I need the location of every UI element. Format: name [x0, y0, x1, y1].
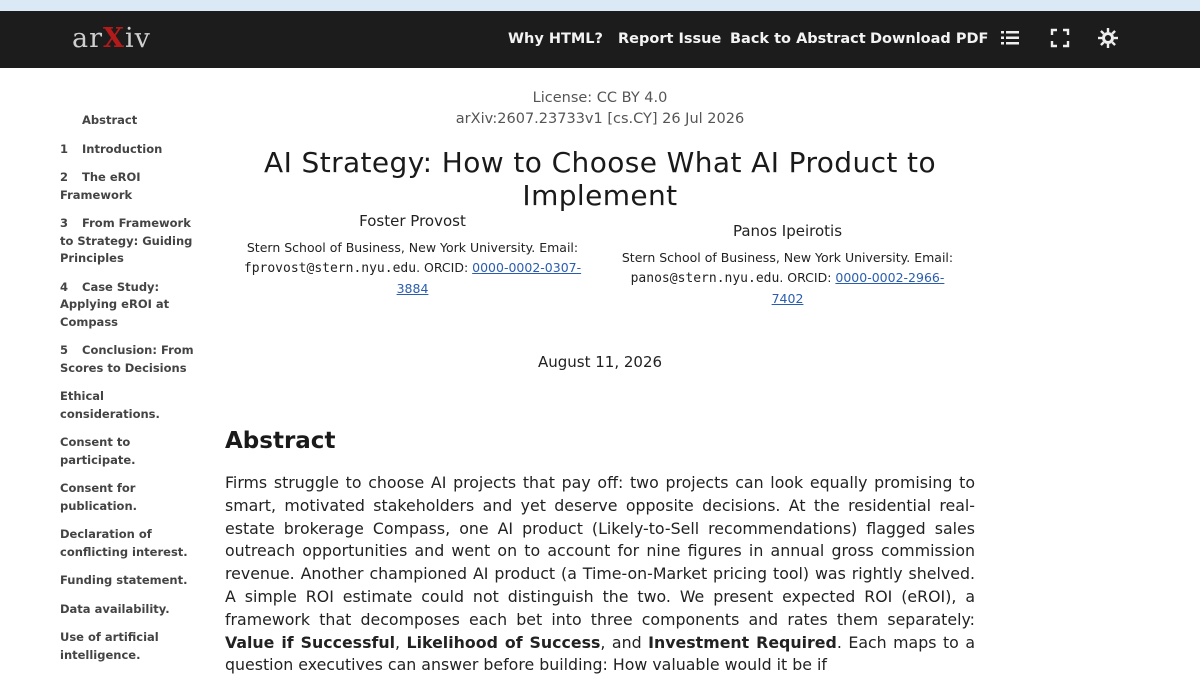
top-navbar	[0, 11, 1200, 68]
abstract-heading: Abstract	[225, 428, 336, 454]
table-of-contents	[60, 112, 200, 675]
toc-item-eroi-framework[interactable]: 2 The eROI Framework	[60, 170, 141, 202]
license-line: License: CC BY 4.0	[532, 90, 668, 106]
author-email: fprovost@stern.nyu.edu	[243, 261, 417, 276]
orcid-link[interactable]: 0000-0002-2966-7402	[771, 270, 945, 306]
toc-item-abstract[interactable]: Abstract	[82, 113, 138, 127]
toc-item-consent-to-participate[interactable]: Consent to participate.	[60, 435, 136, 467]
toc-item-funding-statement[interactable]: Funding statement.	[60, 573, 188, 587]
author-affiliation: Stern School of Business, New York University. Email:	[621, 250, 954, 265]
arxiv-logo[interactable]: arXiv	[72, 23, 151, 54]
download-pdf-link[interactable]: Download PDF	[870, 31, 989, 47]
author-block-2	[615, 222, 960, 309]
toc-item-consent-for-publication[interactable]: Consent for publication.	[60, 481, 138, 513]
orcid-link[interactable]: 0000-0002-0307-3884	[396, 260, 582, 296]
orcid-label: . ORCID:	[416, 260, 473, 275]
back-to-abstract-link[interactable]: Back to Abstract	[730, 31, 866, 47]
author-email: panos@stern.nyu.edu	[630, 271, 780, 286]
browser-top-strip	[0, 0, 1200, 11]
toc-item-data-availability[interactable]: Data availability.	[60, 601, 170, 616]
toc-item-ethical-considerations[interactable]: Ethical considerations.	[60, 389, 160, 421]
why-html-link[interactable]: Why HTML?	[508, 31, 603, 47]
report-issue-link[interactable]: Report Issue	[618, 31, 722, 47]
theme-toggle-icon[interactable]	[1097, 27, 1119, 49]
orcid-label: . ORCID:	[779, 270, 836, 285]
paper-title: AI Strategy: How to Choose What AI Product to Implement	[264, 146, 936, 212]
author-name: Panos Ipeirotis	[732, 222, 843, 240]
toc-item-framework-to-strategy[interactable]: 3 From Framework to Strategy: Guiding Principles	[60, 216, 193, 265]
toc-item-use-of-ai[interactable]: Use of artificial intelligence.	[60, 630, 159, 662]
author-affiliation: Stern School of Business, New York University. Email:	[246, 240, 579, 255]
toc-item-case-study[interactable]: 4 Case Study: Applying eROI at Compass	[60, 279, 170, 329]
author-block-1	[240, 212, 585, 299]
fullscreen-icon[interactable]	[1049, 27, 1071, 49]
abstract-paragraph: Firms struggle to choose AI projects that pay off: two projects can look equally promising to smart, motivated stakeholders and yet deserve opposite decisions. At the residential real-estate brokerage Compass, one AI product (Likely-to-Sell recommendations) flagged sales outreach opportunities and went on to account for nine figures in annual gross commission revenue. Another championed AI product (a Time-on-Market pricing tool) was rightly shelved. A simple ROI estimate could not distinguish the two. We present expected ROI (eROI), a framework that decomposes each bet into three components and rates them separately: Value if Successful, Likelihood of Success, and Investment Required. Each maps to a question executives can answer before building: How valuable would it be if	[225, 473, 976, 675]
toc-item-conflicting-interest[interactable]: Declaration of conflicting interest.	[60, 527, 188, 559]
paper-date: August 11, 2026	[537, 353, 663, 371]
author-name: Foster Provost	[359, 212, 466, 230]
toc-item-introduction[interactable]: 1 Introduction	[60, 141, 163, 156]
toc-item-conclusion[interactable]: 5 Conclusion: From Scores to Decisions	[60, 343, 194, 375]
toc-list-icon[interactable]	[999, 27, 1021, 49]
arxiv-id-line: arXiv:2607.23733v1 [cs.CY] 26 Jul 2026	[455, 111, 745, 127]
